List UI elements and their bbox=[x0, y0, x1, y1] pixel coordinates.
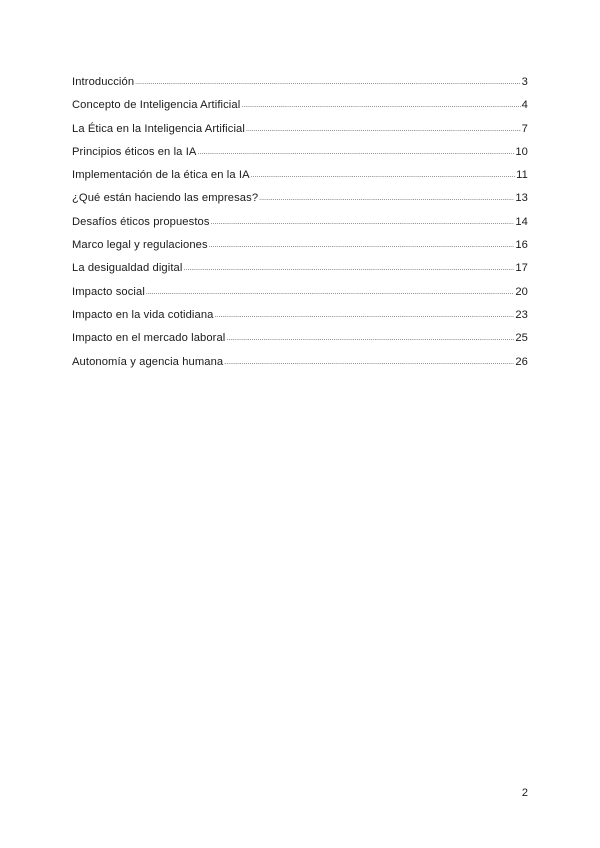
toc-entry-title: La Ética en la Inteligencia Artificial bbox=[72, 122, 245, 135]
toc-entry-title: ¿Qué están haciendo las empresas? bbox=[72, 192, 259, 205]
page-number: 2 bbox=[521, 787, 528, 799]
toc-entry-page: 13 bbox=[515, 192, 528, 205]
dot-leader bbox=[209, 242, 515, 249]
toc-entry-title: Autonomía y agencia humana bbox=[72, 355, 224, 368]
toc-entry[interactable] bbox=[72, 187, 528, 210]
toc-entry-title: Desafíos éticos propuestos bbox=[72, 215, 210, 228]
toc-entry-page: 14 bbox=[515, 215, 528, 228]
toc-entry-page: 3 bbox=[521, 76, 528, 88]
dot-leader bbox=[259, 195, 514, 202]
toc-entry-page: 17 bbox=[515, 262, 528, 275]
toc-entry[interactable] bbox=[72, 211, 528, 234]
dot-leader bbox=[135, 79, 521, 86]
dot-leader bbox=[215, 312, 515, 319]
toc-entry-title: Concepto de Inteligencia Artificial bbox=[72, 99, 241, 112]
toc-entry-page: 20 bbox=[515, 285, 528, 298]
toc-entry-page: 23 bbox=[515, 308, 528, 321]
toc-entry-page: 10 bbox=[515, 145, 528, 158]
toc-entry-page: 11 bbox=[516, 169, 528, 182]
toc-entry-page: 25 bbox=[515, 332, 528, 345]
table-of-contents bbox=[72, 71, 528, 374]
dot-leader bbox=[251, 172, 516, 179]
toc-entry[interactable] bbox=[72, 141, 528, 164]
dot-leader bbox=[197, 149, 514, 156]
toc-entry[interactable] bbox=[72, 351, 528, 374]
toc-entry[interactable] bbox=[72, 164, 528, 187]
dot-leader bbox=[246, 126, 521, 133]
toc-entry[interactable] bbox=[72, 71, 528, 94]
toc-entry-page: 4 bbox=[521, 99, 528, 112]
toc-entry-title: Impacto en el mercado laboral bbox=[72, 332, 226, 345]
toc-entry-title: Introducción bbox=[72, 76, 135, 88]
dot-leader bbox=[146, 289, 514, 296]
toc-entry-title: Impacto social bbox=[72, 285, 145, 298]
toc-entry[interactable] bbox=[72, 257, 528, 280]
toc-entry[interactable] bbox=[72, 234, 528, 257]
toc-entry-title: Principios éticos en la IA bbox=[72, 145, 197, 158]
dot-leader bbox=[224, 359, 514, 366]
toc-entry[interactable] bbox=[72, 327, 528, 350]
toc-entry[interactable] bbox=[72, 118, 528, 141]
toc-entry-page: 16 bbox=[515, 239, 528, 252]
toc-entry[interactable] bbox=[72, 281, 528, 304]
dot-leader bbox=[226, 335, 514, 342]
toc-entry-page: 7 bbox=[521, 122, 528, 135]
dot-leader bbox=[211, 219, 515, 226]
toc-entry-title: Marco legal y regulaciones bbox=[72, 239, 208, 252]
dot-leader bbox=[183, 265, 514, 272]
dot-leader bbox=[241, 102, 520, 109]
toc-entry-title: Implementación de la ética en la IA bbox=[72, 169, 250, 182]
toc-entry-page: 26 bbox=[515, 355, 528, 368]
toc-entry[interactable] bbox=[72, 94, 528, 117]
toc-entry[interactable] bbox=[72, 304, 528, 327]
toc-entry-title: Impacto en la vida cotidiana bbox=[72, 308, 214, 321]
toc-entry-title: La desigualdad digital bbox=[72, 262, 183, 275]
